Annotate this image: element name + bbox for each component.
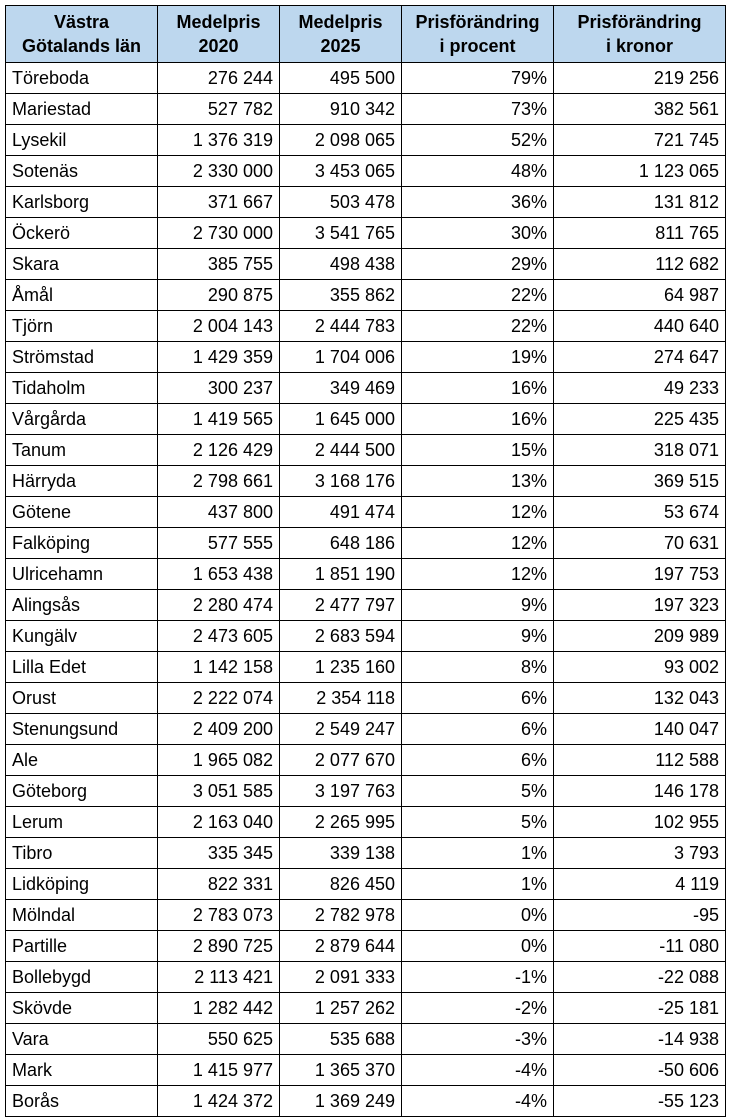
price-2025-cell: 1 704 006 [280,342,402,373]
price-2020-cell: 2 163 040 [158,807,280,838]
header-price-2025-line-1: Medelpris [298,12,383,32]
change-percent-cell: 5% [402,807,554,838]
price-2020-cell: 2 473 605 [158,621,280,652]
table-row [6,869,726,900]
table-row [6,621,726,652]
price-change-table [5,5,726,1117]
municipality-cell: Lysekil [6,125,158,156]
price-2020-cell: 300 237 [158,373,280,404]
table-row [6,931,726,962]
price-2020-cell: 290 875 [158,280,280,311]
municipality-cell: Sotenäs [6,156,158,187]
price-2025-cell: 535 688 [280,1024,402,1055]
price-2025-cell: 495 500 [280,63,402,94]
municipality-cell: Tjörn [6,311,158,342]
change-percent-cell: 5% [402,776,554,807]
price-2020-cell: 1 142 158 [158,652,280,683]
price-2025-cell: 2 091 333 [280,962,402,993]
municipality-cell: Tidaholm [6,373,158,404]
change-kronor-cell: 49 233 [554,373,726,404]
header-region-line-1: Västra [53,12,110,32]
price-2025-cell: 498 438 [280,249,402,280]
table-row [6,94,726,125]
table-row [6,466,726,497]
municipality-cell: Vara [6,1024,158,1055]
change-kronor-cell: 102 955 [554,807,726,838]
price-2020-cell: 1 415 977 [158,1055,280,1086]
change-percent-cell: 13% [402,466,554,497]
change-percent-cell: 52% [402,125,554,156]
change-percent-cell: 22% [402,280,554,311]
change-kronor-cell: -22 088 [554,962,726,993]
price-2025-cell: 1 851 190 [280,559,402,590]
price-2025-cell: 355 862 [280,280,402,311]
price-2020-cell: 371 667 [158,187,280,218]
change-percent-cell: -4% [402,1055,554,1086]
change-percent-cell: -2% [402,993,554,1024]
change-percent-cell: 15% [402,435,554,466]
municipality-cell: Tanum [6,435,158,466]
change-percent-cell: 16% [402,404,554,435]
table-header [6,6,726,63]
change-kronor-cell: 112 682 [554,249,726,280]
header-change-kronor-line-1: Prisförändring [577,12,702,32]
change-kronor-cell: 382 561 [554,94,726,125]
price-2025-cell: 2 077 670 [280,745,402,776]
price-2020-cell: 1 282 442 [158,993,280,1024]
header-change-percent-line-2: i procent [439,36,516,56]
change-kronor-cell: -55 123 [554,1086,726,1117]
header-change-kronor-line-2: i kronor [605,36,673,56]
price-2025-cell: 2 098 065 [280,125,402,156]
table-row [6,187,726,218]
price-2025-cell: 1 369 249 [280,1086,402,1117]
header-row [6,6,726,63]
change-percent-cell: 29% [402,249,554,280]
table-row [6,1024,726,1055]
change-kronor-cell: 132 043 [554,683,726,714]
table-row [6,156,726,187]
price-2020-cell: 1 419 565 [158,404,280,435]
price-2020-cell: 2 783 073 [158,900,280,931]
table-row [6,1055,726,1086]
price-2025-cell: 3 197 763 [280,776,402,807]
change-kronor-cell: 219 256 [554,63,726,94]
table-row [6,342,726,373]
change-kronor-cell: -11 080 [554,931,726,962]
price-2025-cell: 826 450 [280,869,402,900]
table-row [6,838,726,869]
change-kronor-cell: 440 640 [554,311,726,342]
municipality-cell: Kungälv [6,621,158,652]
change-kronor-cell: 318 071 [554,435,726,466]
municipality-cell: Tibro [6,838,158,869]
change-kronor-cell: 70 631 [554,528,726,559]
price-2020-cell: 550 625 [158,1024,280,1055]
price-2025-cell: 2 354 118 [280,683,402,714]
change-percent-cell: 0% [402,931,554,962]
change-kronor-cell: 93 002 [554,652,726,683]
change-kronor-cell: 3 793 [554,838,726,869]
change-percent-cell: -4% [402,1086,554,1117]
municipality-cell: Mark [6,1055,158,1086]
change-percent-cell: 6% [402,745,554,776]
price-2020-cell: 2 730 000 [158,218,280,249]
header-price-2020-line-2: 2020 [198,36,239,56]
price-2025-cell: 910 342 [280,94,402,125]
change-percent-cell: 12% [402,497,554,528]
price-2025-cell: 1 257 262 [280,993,402,1024]
table-row [6,776,726,807]
header-change-percent-line-1: Prisförändring [415,12,540,32]
price-2025-cell: 2 549 247 [280,714,402,745]
price-2025-cell: 648 186 [280,528,402,559]
municipality-cell: Partille [6,931,158,962]
table-row [6,962,726,993]
change-percent-cell: 0% [402,900,554,931]
price-2020-cell: 1 429 359 [158,342,280,373]
change-percent-cell: 16% [402,373,554,404]
price-2020-cell: 2 409 200 [158,714,280,745]
change-percent-cell: -3% [402,1024,554,1055]
header-change-percent [402,6,554,63]
change-percent-cell: 48% [402,156,554,187]
price-2020-cell: 1 653 438 [158,559,280,590]
price-2020-cell: 276 244 [158,63,280,94]
change-percent-cell: 36% [402,187,554,218]
change-kronor-cell: 197 323 [554,590,726,621]
change-kronor-cell: -25 181 [554,993,726,1024]
price-2025-cell: 2 444 783 [280,311,402,342]
table-row [6,249,726,280]
municipality-cell: Lidköping [6,869,158,900]
price-2020-cell: 1 376 319 [158,125,280,156]
municipality-cell: Skara [6,249,158,280]
table-row [6,311,726,342]
change-kronor-cell: 64 987 [554,280,726,311]
table-row [6,280,726,311]
price-2025-cell: 2 879 644 [280,931,402,962]
municipality-cell: Borås [6,1086,158,1117]
municipality-cell: Mölndal [6,900,158,931]
municipality-cell: Bollebygd [6,962,158,993]
change-percent-cell: 1% [402,838,554,869]
change-percent-cell: 22% [402,311,554,342]
table-row [6,404,726,435]
price-2025-cell: 1 645 000 [280,404,402,435]
header-region-line-2: Götalands län [21,36,142,56]
municipality-cell: Töreboda [6,63,158,94]
change-kronor-cell: 197 753 [554,559,726,590]
price-2025-cell: 349 469 [280,373,402,404]
header-price-2020 [158,6,280,63]
table-row [6,993,726,1024]
change-percent-cell: 12% [402,528,554,559]
header-change-kronor [554,6,726,63]
change-percent-cell: 19% [402,342,554,373]
municipality-cell: Vårgårda [6,404,158,435]
change-percent-cell: 73% [402,94,554,125]
price-2025-cell: 3 168 176 [280,466,402,497]
price-2020-cell: 1 424 372 [158,1086,280,1117]
table-row [6,1086,726,1117]
municipality-cell: Karlsborg [6,187,158,218]
header-region [6,6,158,63]
change-kronor-cell: 146 178 [554,776,726,807]
change-percent-cell: 6% [402,714,554,745]
price-2020-cell: 2 126 429 [158,435,280,466]
price-2020-cell: 2 222 074 [158,683,280,714]
price-2025-cell: 339 138 [280,838,402,869]
change-percent-cell: 9% [402,621,554,652]
table-row [6,652,726,683]
table-row [6,63,726,94]
change-kronor-cell: -50 606 [554,1055,726,1086]
price-2020-cell: 2 004 143 [158,311,280,342]
change-percent-cell: 9% [402,590,554,621]
change-kronor-cell: 4 119 [554,869,726,900]
table-row [6,807,726,838]
header-price-2020-line-1: Medelpris [176,12,261,32]
change-kronor-cell: 112 588 [554,745,726,776]
price-2020-cell: 2 113 421 [158,962,280,993]
price-2020-cell: 2 330 000 [158,156,280,187]
change-kronor-cell: 209 989 [554,621,726,652]
price-2020-cell: 437 800 [158,497,280,528]
price-2025-cell: 1 365 370 [280,1055,402,1086]
change-kronor-cell: 369 515 [554,466,726,497]
municipality-cell: Ale [6,745,158,776]
price-2025-cell: 3 453 065 [280,156,402,187]
change-percent-cell: 8% [402,652,554,683]
municipality-cell: Strömstad [6,342,158,373]
table-row [6,714,726,745]
change-kronor-cell: 131 812 [554,187,726,218]
price-2025-cell: 1 235 160 [280,652,402,683]
price-2020-cell: 577 555 [158,528,280,559]
municipality-cell: Härryda [6,466,158,497]
price-2025-cell: 2 477 797 [280,590,402,621]
table-row [6,559,726,590]
price-2025-cell: 3 541 765 [280,218,402,249]
table-row [6,373,726,404]
municipality-cell: Åmål [6,280,158,311]
price-2020-cell: 335 345 [158,838,280,869]
table-row [6,497,726,528]
municipality-cell: Öckerö [6,218,158,249]
table-row [6,900,726,931]
price-2020-cell: 2 890 725 [158,931,280,962]
municipality-cell: Mariestad [6,94,158,125]
municipality-cell: Lerum [6,807,158,838]
table-row [6,528,726,559]
price-2020-cell: 2 280 474 [158,590,280,621]
price-2020-cell: 822 331 [158,869,280,900]
change-kronor-cell: 721 745 [554,125,726,156]
price-2020-cell: 527 782 [158,94,280,125]
price-2025-cell: 503 478 [280,187,402,218]
municipality-cell: Orust [6,683,158,714]
change-kronor-cell: 225 435 [554,404,726,435]
municipality-cell: Stenungsund [6,714,158,745]
table-row [6,435,726,466]
municipality-cell: Alingsås [6,590,158,621]
header-price-2025 [280,6,402,63]
change-kronor-cell: -95 [554,900,726,931]
municipality-cell: Lilla Edet [6,652,158,683]
table-row [6,683,726,714]
change-percent-cell: 6% [402,683,554,714]
price-2025-cell: 2 683 594 [280,621,402,652]
change-percent-cell: 30% [402,218,554,249]
price-2020-cell: 385 755 [158,249,280,280]
price-2020-cell: 2 798 661 [158,466,280,497]
change-percent-cell: 12% [402,559,554,590]
change-kronor-cell: 274 647 [554,342,726,373]
price-2020-cell: 1 965 082 [158,745,280,776]
change-kronor-cell: 1 123 065 [554,156,726,187]
municipality-cell: Falköping [6,528,158,559]
municipality-cell: Skövde [6,993,158,1024]
change-kronor-cell: -14 938 [554,1024,726,1055]
municipality-cell: Götene [6,497,158,528]
price-2025-cell: 2 265 995 [280,807,402,838]
municipality-cell: Ulricehamn [6,559,158,590]
table-row [6,218,726,249]
price-2020-cell: 3 051 585 [158,776,280,807]
price-2025-cell: 2 782 978 [280,900,402,931]
change-percent-cell: 79% [402,63,554,94]
change-percent-cell: 1% [402,869,554,900]
price-2025-cell: 2 444 500 [280,435,402,466]
change-kronor-cell: 811 765 [554,218,726,249]
table-body [6,63,726,1117]
header-price-2025-line-2: 2025 [320,36,361,56]
table-row [6,590,726,621]
change-percent-cell: -1% [402,962,554,993]
municipality-cell: Göteborg [6,776,158,807]
price-2025-cell: 491 474 [280,497,402,528]
change-kronor-cell: 53 674 [554,497,726,528]
change-kronor-cell: 140 047 [554,714,726,745]
table-row [6,745,726,776]
table-row [6,125,726,156]
